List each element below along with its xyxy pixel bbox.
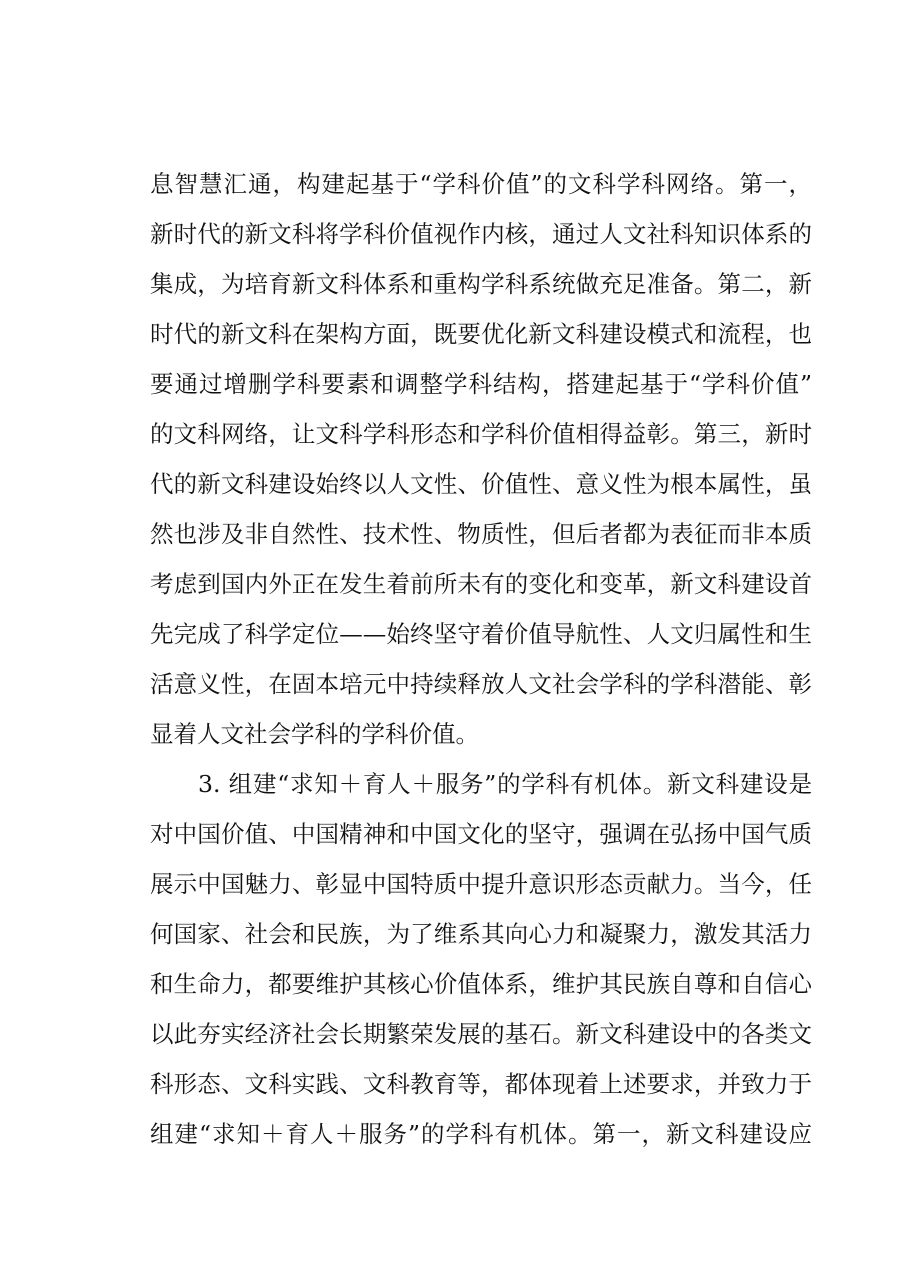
text-line-14: 对中国价值、中国精神和中国文化的坚守，强调在弘扬中国气质	[150, 820, 812, 848]
text-line-4: 时代的新文科在架构方面，既要优化新文科建设模式和流程，也	[150, 320, 812, 348]
text-line-16: 何国家、社会和民族，为了维系其向心力和凝聚力，激发其活力	[150, 920, 812, 948]
text-line-1: 息智慧汇通，构建起基于“学科价值”的文科学科网络。第一，	[150, 170, 812, 198]
text-line-17: 和生命力，都要维护其核心价值体系，维护其民族自尊和自信心	[150, 970, 812, 998]
text-line-9: 考虑到国内外正在发生着前所未有的变化和变革，新文科建设首	[150, 570, 812, 598]
text-line-7: 代的新文科建设始终以人文性、价值性、意义性为根本属性，虽	[150, 470, 812, 498]
text-line-3: 集成，为培育新文科体系和重构学科系统做充足准备。第二，新	[150, 270, 812, 298]
text-line-10: 先完成了科学定位——始终坚守着价值导航性、人文归属性和生	[150, 620, 812, 648]
text-line-18: 以此夯实经济社会长期繁荣发展的基石。新文科建设中的各类文	[150, 1020, 812, 1048]
text-line-13: 3. 组建“求知＋育人＋服务”的学科有机体。新文科建设是	[198, 770, 812, 798]
text-line-19: 科形态、文科实践、文科教育等，都体现着上述要求，并致力于	[150, 1070, 812, 1098]
text-line-20: 组建“求知＋育人＋服务”的学科有机体。第一，新文科建设应	[150, 1120, 812, 1148]
text-line-12: 显着人文社会学科的学科价值。	[150, 720, 479, 748]
text-line-6: 的文科网络，让文科学科形态和学科价值相得益彰。第三，新时	[150, 420, 812, 448]
text-line-5: 要通过增删学科要素和调整学科结构，搭建起基于“学科价值”	[150, 370, 812, 398]
text-line-8: 然也涉及非自然性、技术性、物质性，但后者都为表征而非本质	[150, 520, 812, 548]
text-line-2: 新时代的新文科将学科价值视作内核，通过人文社科知识体系的	[150, 220, 812, 248]
text-line-15: 展示中国魅力、彰显中国特质中提升意识形态贡献力。当今，任	[150, 870, 812, 898]
text-line-11: 活意义性，在固本培元中持续释放人文社会学科的学科潜能、彰	[150, 670, 812, 698]
